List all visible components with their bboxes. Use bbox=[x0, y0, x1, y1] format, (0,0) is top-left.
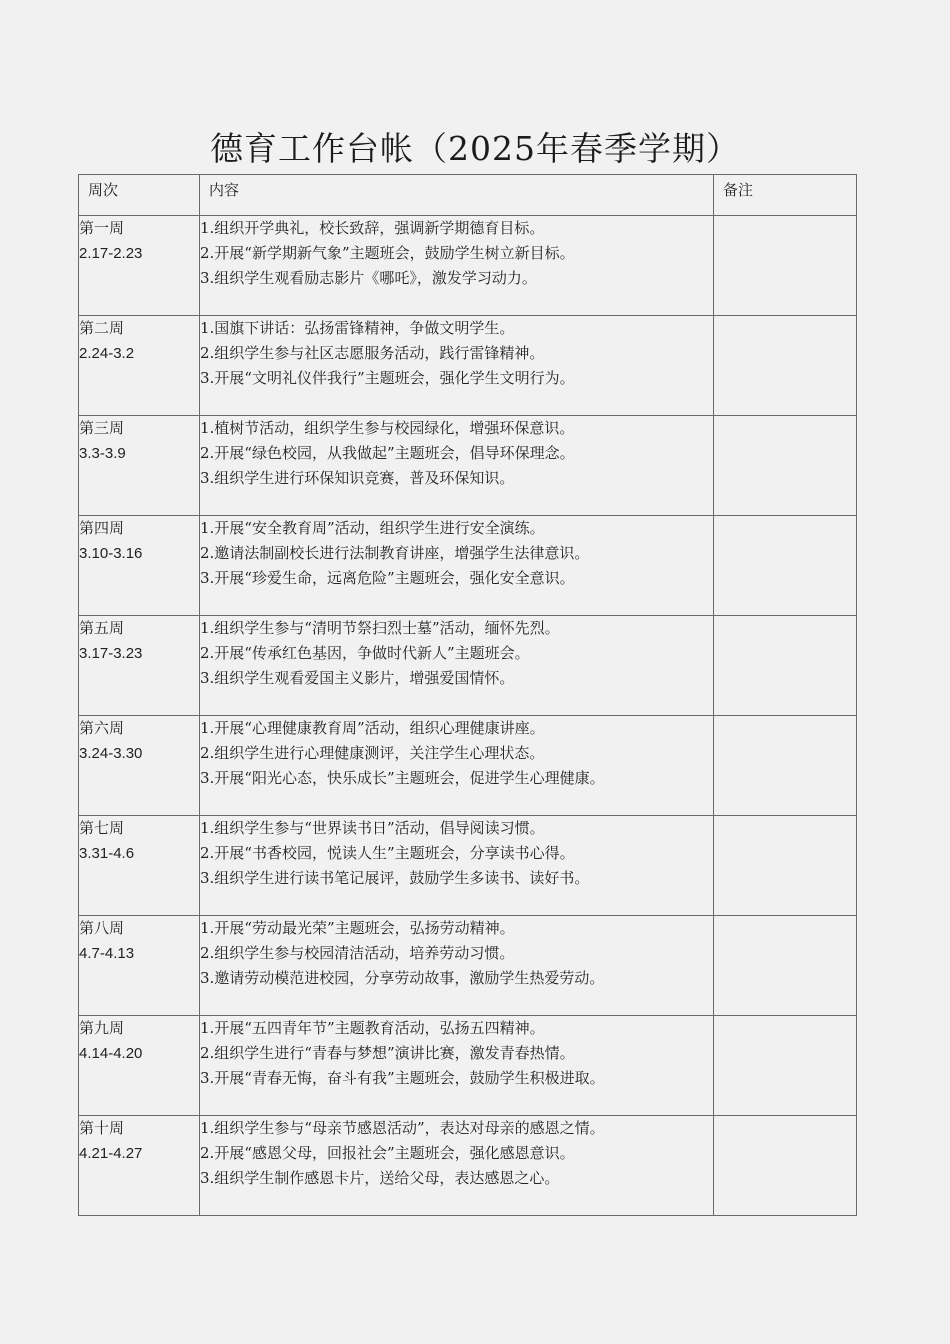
week-cell bbox=[79, 916, 200, 1016]
week-label: 第六周 bbox=[79, 719, 125, 737]
content-cell bbox=[200, 1116, 714, 1216]
week-label: 第二周 bbox=[79, 319, 125, 337]
content-cell bbox=[200, 916, 714, 1016]
content-item: 1.组织学生参与“清明节祭扫烈士墓”活动，缅怀先烈。 bbox=[200, 619, 560, 637]
content-item: 2.开展“书香校园，悦读人生”主题班会，分享读书心得。 bbox=[200, 844, 575, 862]
week-dates: 3.31-4.6 bbox=[79, 845, 135, 862]
table-row bbox=[79, 316, 857, 416]
week-cell bbox=[79, 416, 200, 516]
week-cell bbox=[79, 316, 200, 416]
content-item: 1.开展“心理健康教育周”活动，组织心理健康讲座。 bbox=[200, 719, 545, 737]
content-item: 1.开展“安全教育周”活动，组织学生进行安全演练。 bbox=[200, 519, 545, 537]
week-dates: 4.21-4.27 bbox=[79, 1145, 143, 1162]
remark-cell bbox=[714, 1116, 857, 1216]
week-label: 第五周 bbox=[79, 619, 125, 637]
moral-education-table bbox=[78, 174, 857, 1216]
content-item: 1.开展“五四青年节”主题教育活动，弘扬五四精神。 bbox=[200, 1019, 545, 1037]
table-row bbox=[79, 916, 857, 1016]
remark-cell bbox=[714, 1016, 857, 1116]
content-item: 1.组织开学典礼，校长致辞，强调新学期德育目标。 bbox=[200, 219, 545, 237]
table-header-row bbox=[79, 175, 857, 216]
week-dates: 4.7-4.13 bbox=[79, 945, 135, 962]
content-item: 1.植树节活动，组织学生参与校园绿化，增强环保意识。 bbox=[200, 419, 575, 437]
content-item: 2.组织学生参与校园清洁活动，培养劳动习惯。 bbox=[200, 944, 515, 962]
week-dates: 2.24-3.2 bbox=[79, 345, 135, 362]
week-cell bbox=[79, 216, 200, 316]
remark-cell bbox=[714, 616, 857, 716]
content-item: 1.组织学生参与“世界读书日”活动，倡导阅读习惯。 bbox=[200, 819, 545, 837]
content-cell bbox=[200, 816, 714, 916]
week-label: 第一周 bbox=[79, 219, 125, 237]
week-dates: 3.3-3.9 bbox=[79, 445, 126, 462]
content-item: 2.开展“感恩父母，回报社会”主题班会，强化感恩意识。 bbox=[200, 1144, 575, 1162]
week-dates: 3.24-3.30 bbox=[79, 745, 143, 762]
week-cell bbox=[79, 616, 200, 716]
content-cell bbox=[200, 516, 714, 616]
header-content: 内容 bbox=[200, 175, 714, 216]
week-dates: 3.17-3.23 bbox=[79, 645, 143, 662]
table-row bbox=[79, 816, 857, 916]
content-item: 3.组织学生进行读书笔记展评，鼓励学生多读书、读好书。 bbox=[200, 869, 590, 887]
content-item: 3.组织学生观看爱国主义影片，增强爱国情怀。 bbox=[200, 669, 515, 687]
content-item: 2.组织学生进行心理健康测评，关注学生心理状态。 bbox=[200, 744, 545, 762]
remark-cell bbox=[714, 816, 857, 916]
content-item: 3.组织学生观看励志影片《哪吒》，激发学习动力。 bbox=[200, 269, 537, 287]
page-title: 德育工作台帐（2025年春季学期） bbox=[210, 129, 740, 168]
content-item: 2.开展“传承红色基因，争做时代新人”主题班会。 bbox=[200, 644, 530, 662]
content-item: 3.开展“阳光心态，快乐成长”主题班会，促进学生心理健康。 bbox=[200, 769, 605, 787]
remark-cell bbox=[714, 316, 857, 416]
table-row bbox=[79, 616, 857, 716]
content-item: 3.开展“珍爱生命，远离危险”主题班会，强化安全意识。 bbox=[200, 569, 575, 587]
content-item: 3.邀请劳动模范进校园，分享劳动故事，激励学生热爱劳动。 bbox=[200, 969, 605, 987]
remark-cell bbox=[714, 916, 857, 1016]
content-item: 3.开展“青春无悔，奋斗有我”主题班会，鼓励学生积极进取。 bbox=[200, 1069, 605, 1087]
week-label: 第九周 bbox=[79, 1019, 125, 1037]
remark-cell bbox=[714, 216, 857, 316]
week-cell bbox=[79, 1016, 200, 1116]
content-item: 1.组织学生参与“母亲节感恩活动”，表达对母亲的感恩之情。 bbox=[200, 1119, 605, 1137]
week-cell bbox=[79, 816, 200, 916]
remark-cell bbox=[714, 516, 857, 616]
remark-cell bbox=[714, 416, 857, 516]
week-cell bbox=[79, 516, 200, 616]
week-label: 第十周 bbox=[79, 1119, 125, 1137]
content-item: 1.国旗下讲话：弘扬雷锋精神，争做文明学生。 bbox=[200, 319, 515, 337]
content-item: 2.邀请法制副校长进行法制教育讲座，增强学生法律意识。 bbox=[200, 544, 590, 562]
week-dates: 3.10-3.16 bbox=[79, 545, 143, 562]
content-item: 2.开展“绿色校园，从我做起”主题班会，倡导环保理念。 bbox=[200, 444, 575, 462]
content-cell bbox=[200, 416, 714, 516]
content-cell bbox=[200, 616, 714, 716]
week-dates: 4.14-4.20 bbox=[79, 1045, 143, 1062]
content-cell bbox=[200, 216, 714, 316]
content-item: 3.开展“文明礼仪伴我行”主题班会，强化学生文明行为。 bbox=[200, 369, 575, 387]
header-week: 周次 bbox=[79, 175, 200, 216]
content-item: 3.组织学生进行环保知识竞赛，普及环保知识。 bbox=[200, 469, 515, 487]
remark-cell bbox=[714, 716, 857, 816]
content-cell bbox=[200, 316, 714, 416]
content-cell bbox=[200, 1016, 714, 1116]
week-cell bbox=[79, 716, 200, 816]
content-cell bbox=[200, 716, 714, 816]
week-cell bbox=[79, 1116, 200, 1216]
table-row bbox=[79, 516, 857, 616]
table-row bbox=[79, 1116, 857, 1216]
week-dates: 2.17-2.23 bbox=[79, 245, 143, 262]
table-row bbox=[79, 416, 857, 516]
content-item: 3.组织学生制作感恩卡片，送给父母，表达感恩之心。 bbox=[200, 1169, 560, 1187]
week-label: 第四周 bbox=[79, 519, 125, 537]
content-item: 2.组织学生进行“青春与梦想”演讲比赛，激发青春热情。 bbox=[200, 1044, 575, 1062]
content-item: 1.开展“劳动最光荣”主题班会，弘扬劳动精神。 bbox=[200, 919, 515, 937]
table-row bbox=[79, 1016, 857, 1116]
header-remark: 备注 bbox=[714, 175, 857, 216]
content-item: 2.开展“新学期新气象”主题班会，鼓励学生树立新目标。 bbox=[200, 244, 575, 262]
week-label: 第七周 bbox=[79, 819, 125, 837]
week-label: 第三周 bbox=[79, 419, 125, 437]
content-item: 2.组织学生参与社区志愿服务活动，践行雷锋精神。 bbox=[200, 344, 545, 362]
week-label: 第八周 bbox=[79, 919, 125, 937]
table-row bbox=[79, 716, 857, 816]
table-body bbox=[79, 216, 857, 1216]
table-row bbox=[79, 216, 857, 316]
